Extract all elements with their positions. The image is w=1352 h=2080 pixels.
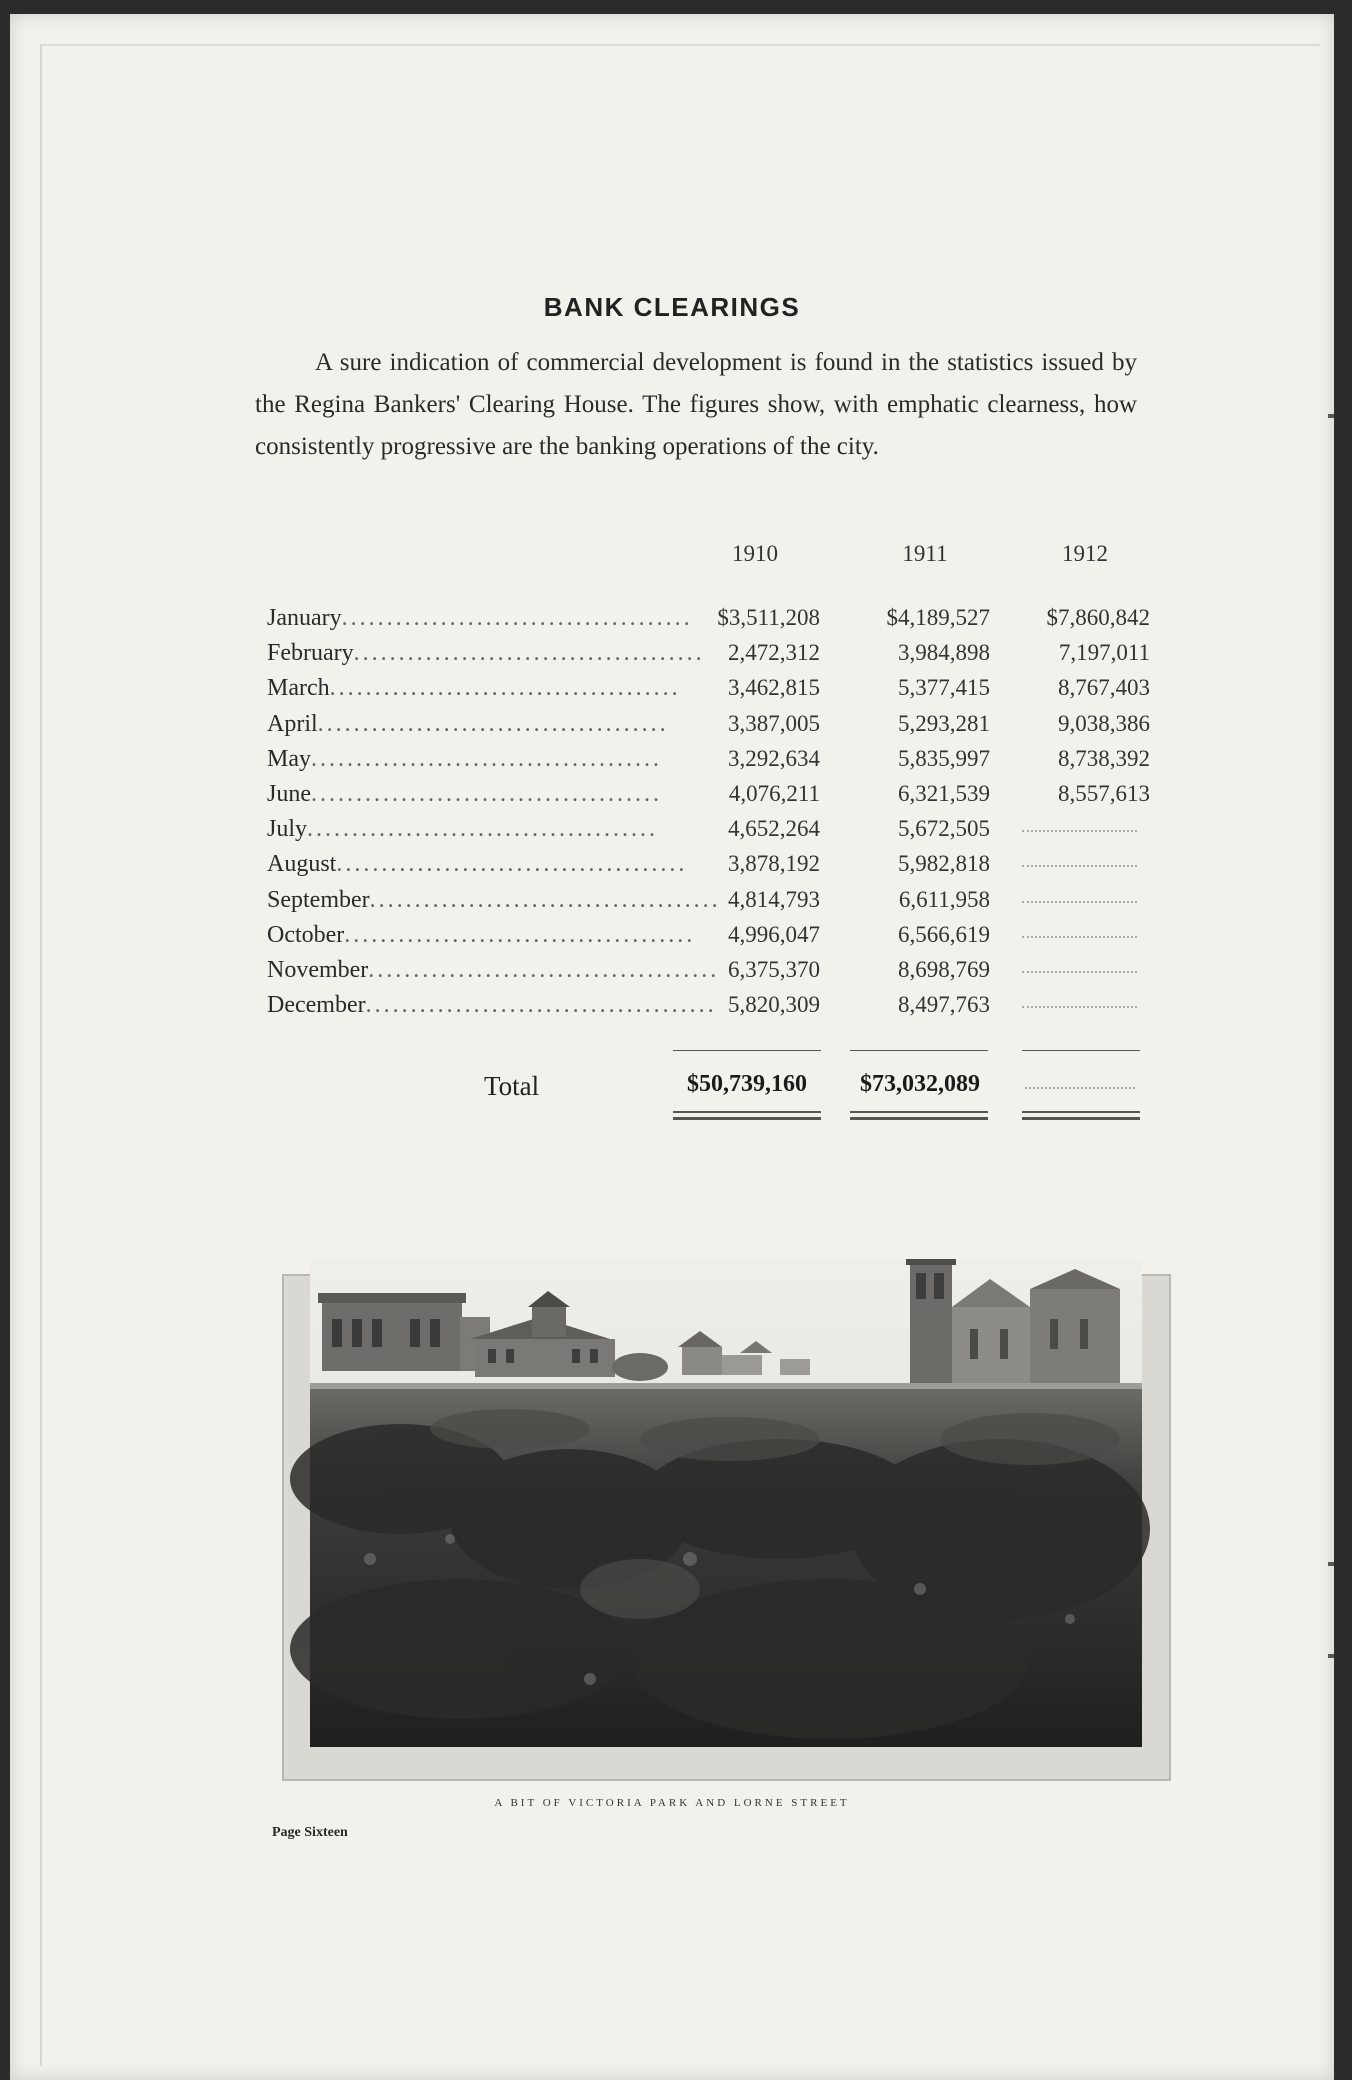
month-name: December [267, 992, 366, 1019]
table-row [260, 640, 1150, 674]
leader-dots: ....................................... [317, 710, 669, 737]
value-1912: 8,767,403 [1058, 675, 1150, 701]
month-label [267, 851, 688, 878]
leader-dots: ....................................... [369, 886, 721, 913]
month-label [267, 921, 696, 949]
month-name: November [267, 957, 369, 983]
park-photograph [310, 1259, 1142, 1747]
leader-dots: ....................................... [311, 745, 662, 772]
total-1910: $50,739,160 [687, 1071, 807, 1097]
total-label: Total [484, 1071, 540, 1101]
value-1910: 4,814,793 [728, 886, 820, 912]
month-name: October [267, 921, 345, 948]
year-header-1910: 1910 [732, 541, 778, 566]
value-1911: $4,189,527 [886, 605, 990, 630]
value-1910: 3,292,634 [728, 745, 820, 771]
total-1911: $73,032,089 [860, 1071, 980, 1097]
total-1912-blank [1025, 1087, 1135, 1089]
month-name: July [267, 816, 308, 843]
binding-mark [1328, 1654, 1334, 1658]
month-name: January [267, 605, 342, 631]
month-name: April [267, 710, 318, 737]
total-rule-1911-a [850, 1111, 988, 1113]
value-1910: 4,996,047 [728, 921, 820, 947]
month-name: August [267, 851, 337, 878]
leader-dots: ....................................... [353, 640, 705, 667]
year-header-1911: 1911 [902, 541, 948, 566]
year-header-1912: 1912 [1062, 541, 1108, 566]
value-1910: 4,652,264 [728, 816, 820, 842]
intro-text: A sure indication of commercial development is found in the statistics issued by the Regina Bankers' Clearing House. The figures show, with emphatic clearness, how consistently progressive are the banking operations of the city. [255, 349, 1137, 460]
value-1911: 5,293,281 [898, 710, 990, 736]
month-label [267, 816, 667, 843]
value-1912: 9,038,386 [1058, 710, 1150, 736]
park-photo-illustration [310, 1259, 1142, 1747]
value-1910: 5,820,309 [728, 992, 820, 1018]
value-1911: 5,377,415 [898, 675, 990, 701]
value-1910: 2,472,312 [728, 640, 820, 666]
intro-paragraph [255, 342, 1137, 468]
total-rule-1911-b [850, 1117, 988, 1120]
leader-dots: ....................................... [365, 992, 717, 1019]
blank-value-1912 [1022, 830, 1137, 832]
month-label [267, 640, 705, 667]
blank-value-1912 [1022, 1006, 1137, 1008]
binding-mark [1328, 1562, 1334, 1566]
value-1911: 5,835,997 [898, 745, 990, 771]
subtotal-rule-1911 [850, 1050, 988, 1051]
binding-mark [1328, 414, 1334, 418]
value-1911: 5,982,818 [898, 851, 990, 877]
photo-caption: A BIT OF VICTORIA PARK AND LORNE STREET [494, 1797, 850, 1809]
table-row [260, 710, 1150, 745]
subtotal-rule-1910 [673, 1050, 821, 1051]
total-rule-1912-b [1022, 1117, 1140, 1120]
total-rule-1912-a [1022, 1111, 1140, 1113]
table-row [260, 887, 1140, 921]
month-label [267, 781, 667, 808]
table-row [260, 675, 1150, 709]
value-1910: $3,511,208 [717, 605, 820, 630]
value-1911: 6,611,958 [898, 886, 990, 912]
value-1912: 7,197,011 [1058, 640, 1150, 666]
value-1912: $7,860,842 [1046, 605, 1150, 630]
leader-dots: ....................................... [311, 781, 662, 807]
table-row [260, 816, 1140, 850]
value-1911: 3,984,898 [898, 640, 990, 666]
month-label [267, 711, 667, 738]
value-1910: 3,462,815 [728, 675, 820, 701]
month-label [267, 605, 693, 632]
value-1911: 6,566,619 [898, 921, 990, 947]
month-label [267, 746, 667, 773]
page-title: BANK CLEARINGS [543, 292, 801, 322]
month-name: March [267, 675, 330, 702]
value-1911: 8,497,763 [898, 992, 990, 1018]
value-1910: 6,375,370 [728, 957, 820, 982]
document-page [10, 14, 1334, 2080]
month-name: February [267, 640, 354, 667]
leader-dots: ....................................... [307, 816, 659, 843]
page-number: Page Sixteen [272, 1825, 348, 1840]
table-row [260, 605, 1150, 639]
table-row [260, 781, 1150, 815]
leader-dots: ....................................... [341, 605, 693, 631]
table-row [260, 922, 1140, 956]
subtotal-rule-1912 [1022, 1050, 1140, 1051]
month-name: September [267, 886, 370, 913]
table-row [260, 851, 1140, 885]
value-1910: 3,387,005 [728, 710, 820, 736]
total-rule-1910-a [673, 1111, 821, 1113]
blank-value-1912 [1022, 901, 1137, 903]
leader-dots: ....................................... [344, 921, 696, 948]
month-label [267, 675, 681, 702]
table-row [260, 957, 1140, 991]
value-1912: 8,738,392 [1058, 745, 1150, 771]
value-1911: 5,672,505 [898, 816, 990, 842]
leader-dots: ....................................... [368, 957, 720, 983]
blank-value-1912 [1022, 865, 1137, 867]
month-label [267, 886, 721, 914]
month-label [267, 957, 720, 984]
month-name: June [267, 781, 311, 807]
blank-value-1912 [1022, 971, 1137, 973]
leader-dots: ....................................... [329, 675, 681, 702]
value-1910: 3,878,192 [728, 851, 820, 877]
value-1912: 8,557,613 [1058, 781, 1150, 806]
value-1911: 8,698,769 [898, 957, 990, 982]
table-row [260, 745, 1150, 780]
month-label [267, 992, 717, 1019]
leader-dots: ....................................... [336, 851, 688, 878]
value-1911: 6,321,539 [898, 781, 990, 806]
table-row [260, 992, 1140, 1026]
month-name: May [267, 745, 311, 772]
value-1910: 4,076,211 [728, 781, 820, 806]
blank-value-1912 [1022, 936, 1137, 938]
total-rule-1910-b [673, 1117, 821, 1120]
